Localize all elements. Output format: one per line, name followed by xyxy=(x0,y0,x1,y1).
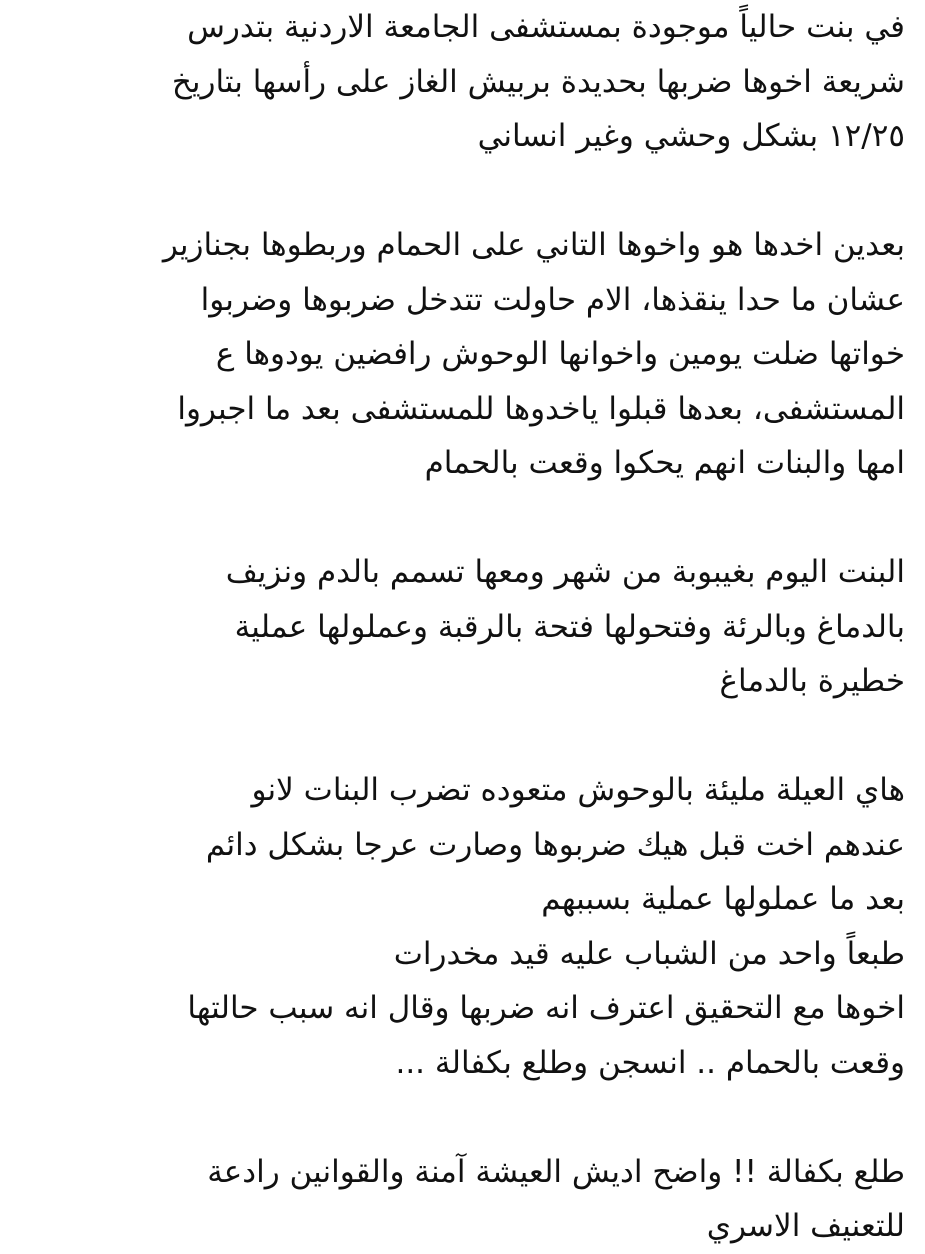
text-line: بعد ما عملولها عملية بسببهم xyxy=(541,881,905,917)
text-line: عشان ما حدا ينقذها، الام حاولت تتدخل ضربوها وضربوا xyxy=(200,281,905,318)
text-line: عندهم اخت قبل هيك ضربوها وصارت عرجا بشكل دائم xyxy=(205,826,905,863)
text-line: طبعاً واحد من الشباب عليه قيد مخدرات xyxy=(393,935,905,972)
text-line: هاي العيلة مليئة بالوحوش متعوده تضرب البنات لانو xyxy=(251,772,905,808)
text-line: وقعت بالحمام .. انسجن وطلع بكفالة ... xyxy=(395,1044,905,1081)
paragraph-1 xyxy=(20,0,905,164)
text-line: طلع بكفالة !! واضح اديش العيشة آمنة والقوانين رادعة xyxy=(207,1153,905,1190)
text-line: ١٢/٢٥ بشكل وحشي وغير انساني xyxy=(477,118,905,154)
paragraph-4 xyxy=(20,763,905,1090)
text-line: بعدين اخدها هو واخوها التاني على الحمام وربطوها بجنازير xyxy=(162,227,905,263)
text-line: شريعة اخوها ضربها بحديدة بربيش الغاز على رأسها بتاريخ xyxy=(171,63,905,100)
text-line: بالدماغ وبالرئة وفتحولها فتحة بالرقبة وعملولها عملية xyxy=(234,608,905,645)
text-line: المستشفى، بعدها قبلوا ياخدوها للمستشفى بعد ما اجبروا xyxy=(177,390,905,427)
paragraph-5 xyxy=(20,1145,905,1254)
text-line: البنت اليوم بغيبوبة من شهر ومعها تسمم بالدم ونزيف xyxy=(225,554,905,590)
text-line: خواتها ضلت يومين واخوانها الوحوش رافضين يودوها ع xyxy=(215,336,905,372)
text-line: للتعنيف الاسري xyxy=(706,1208,905,1244)
text-line: امها والبنات انهم يحكوا وقعت بالحمام xyxy=(424,445,905,481)
paragraph-3 xyxy=(20,545,905,709)
text-line: في بنت حالياً موجودة بمستشفى الجامعة الاردنية بتدرس xyxy=(187,9,905,45)
text-line: اخوها مع التحقيق اعترف انه ضربها وقال انه سبب حالتها xyxy=(187,990,905,1026)
text-line: خطيرة بالدماغ xyxy=(719,663,905,699)
paragraph-2 xyxy=(20,218,905,491)
